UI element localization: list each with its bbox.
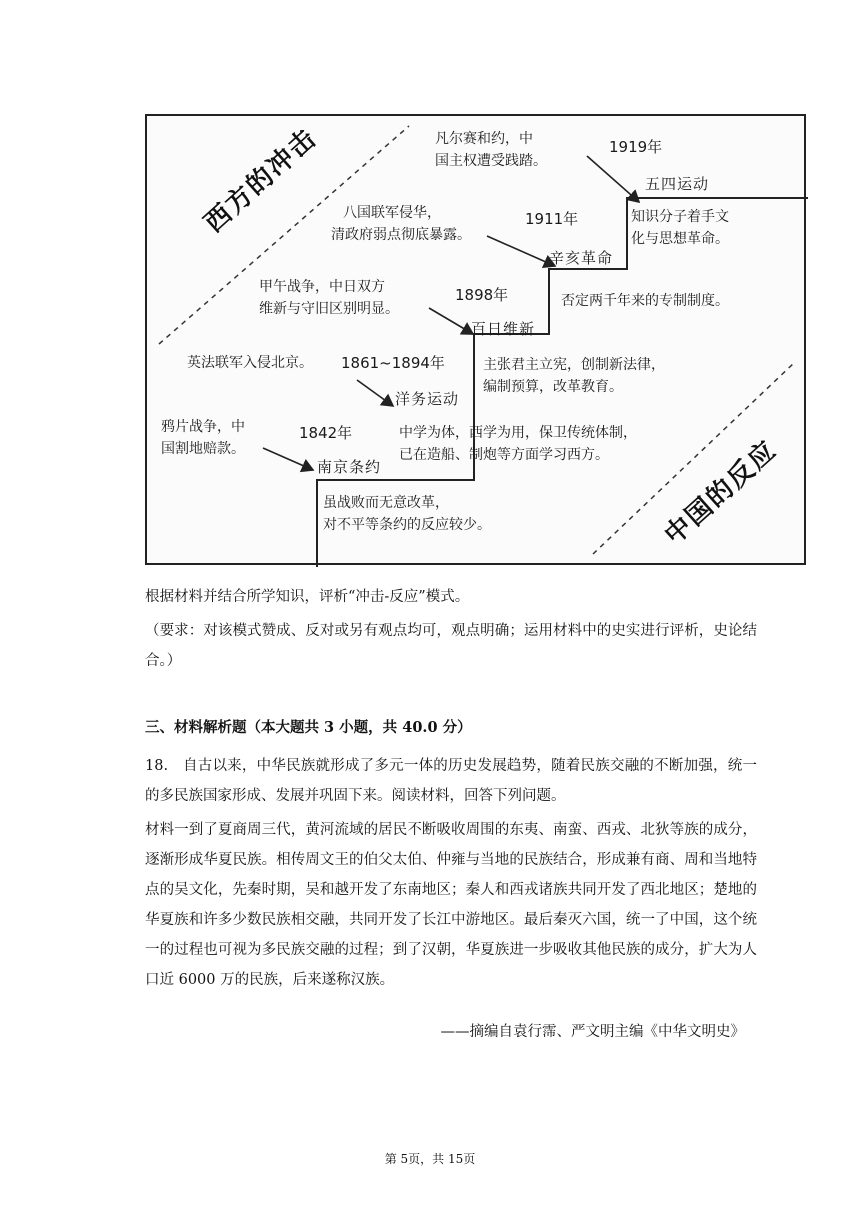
year-1861-1894: 1861~1894年 — [341, 354, 445, 372]
page-footer: 第 5页，共 15页 — [384, 1152, 476, 1166]
response-1842-line-1: 虽战败而无意改革， — [323, 495, 449, 511]
cause-1842-line-1: 鸦片战争，中 — [161, 419, 245, 435]
question-requirement: （要求：对该模式赞成、反对或另有观点均可，观点明确；运用材料中的史实进行评析，史论结合。） — [145, 623, 757, 669]
cause-1919-line-1: 凡尔赛和约，中 — [435, 131, 533, 147]
cause-1842-line-2: 国割地赔款。 — [161, 441, 245, 457]
band-china-label: 中国的反应 — [659, 434, 784, 551]
q18-material-one: 材料一到了夏商周三代，黄河流域的居民不断吸收周围的东夷、南蛮、西戎、北狄等族的成分，逐渐形成华夏民族。相传周文王的伯父太伯、仲雍与当地的民族结合，形成兼有商、周和当地特点的吴文化，先秦时期，吴和越开发了东南地区；秦人和西戎诸族共同开发了西北地区；楚地的华夏族和许多少数民族相交融，共同开发了长江中游地区。最后秦灭六国，统一了中国，这个统一的过程也可视为多民族交融的过程；到了汉朝，华夏族进一步吸收其他民族的成分，扩大为人口近 6000 万的民族，后来遂称汉族。 — [145, 822, 757, 988]
response-1861-line-1: 中学为体，西学为用，保卫传统体制， — [399, 425, 637, 441]
q18-source: ——摘编自袁行霈、严文明主编《中华文明史》 — [440, 1024, 745, 1040]
arrow-1898 — [429, 308, 473, 334]
year-1919: 1919年 — [609, 138, 663, 156]
year-1898: 1898年 — [455, 286, 509, 304]
response-1842-line-2: 对不平等条约的反应较少。 — [323, 517, 491, 533]
cause-1861-line-1: 英法联军入侵北京。 — [187, 355, 313, 371]
cause-1898-line-2: 维新与守旧区别明显。 — [259, 301, 399, 317]
year-1842: 1842年 — [299, 424, 353, 442]
response-1898-line-2: 编制预算，改革教育。 — [483, 379, 623, 395]
arrow-1842 — [263, 448, 313, 470]
event-xinhai-revolution: 辛亥革命 — [549, 249, 614, 267]
q18-intro: 18. 自古以来，中华民族就形成了多元一体的历史发展趋势，随着民族交融的不断加强，统一的多民族国家形成、发展并巩固下来。阅读材料，回答下列问题。 — [145, 758, 757, 804]
response-1911-line-1: 否定两千年来的专制制度。 — [561, 293, 729, 309]
response-1919-line-1: 知识分子着手文 — [631, 209, 729, 225]
response-1861-line-2: 已在造船、制炮等方面学习西方。 — [399, 447, 609, 463]
event-may-fourth: 五四运动 — [645, 175, 710, 193]
response-1898-line-1: 主张君主立宪，创制新法律， — [483, 357, 665, 373]
response-1919-line-2: 化与思想革命。 — [631, 231, 729, 247]
cause-1898-line-1: 甲午战争，中日双方 — [259, 279, 385, 295]
band-west-label: 西方的冲击 — [199, 122, 324, 239]
arrow-1919 — [587, 156, 639, 202]
event-self-strengthening: 洋务运动 — [395, 390, 460, 408]
impact-response-diagram — [145, 114, 806, 565]
arrow-1861 — [357, 380, 393, 406]
event-hundred-days-reform: 百日维新 — [471, 320, 536, 338]
cause-1919-line-2: 国主权遭受践踏。 — [435, 153, 547, 169]
cause-1911-line-1: 八国联军侵华， — [343, 205, 441, 221]
event-treaty-of-nanking: 南京条约 — [317, 458, 382, 476]
section-heading: 三、材料解析题（本大题共 3 小题，共 40.0 分） — [145, 719, 472, 736]
question-prompt: 根据材料并结合所学知识，评析“冲击-反应”模式。 — [145, 589, 470, 605]
cause-1911-line-2: 清政府弱点彻底暴露。 — [331, 227, 471, 243]
arrow-1911 — [487, 236, 555, 266]
year-1911: 1911年 — [525, 210, 579, 228]
